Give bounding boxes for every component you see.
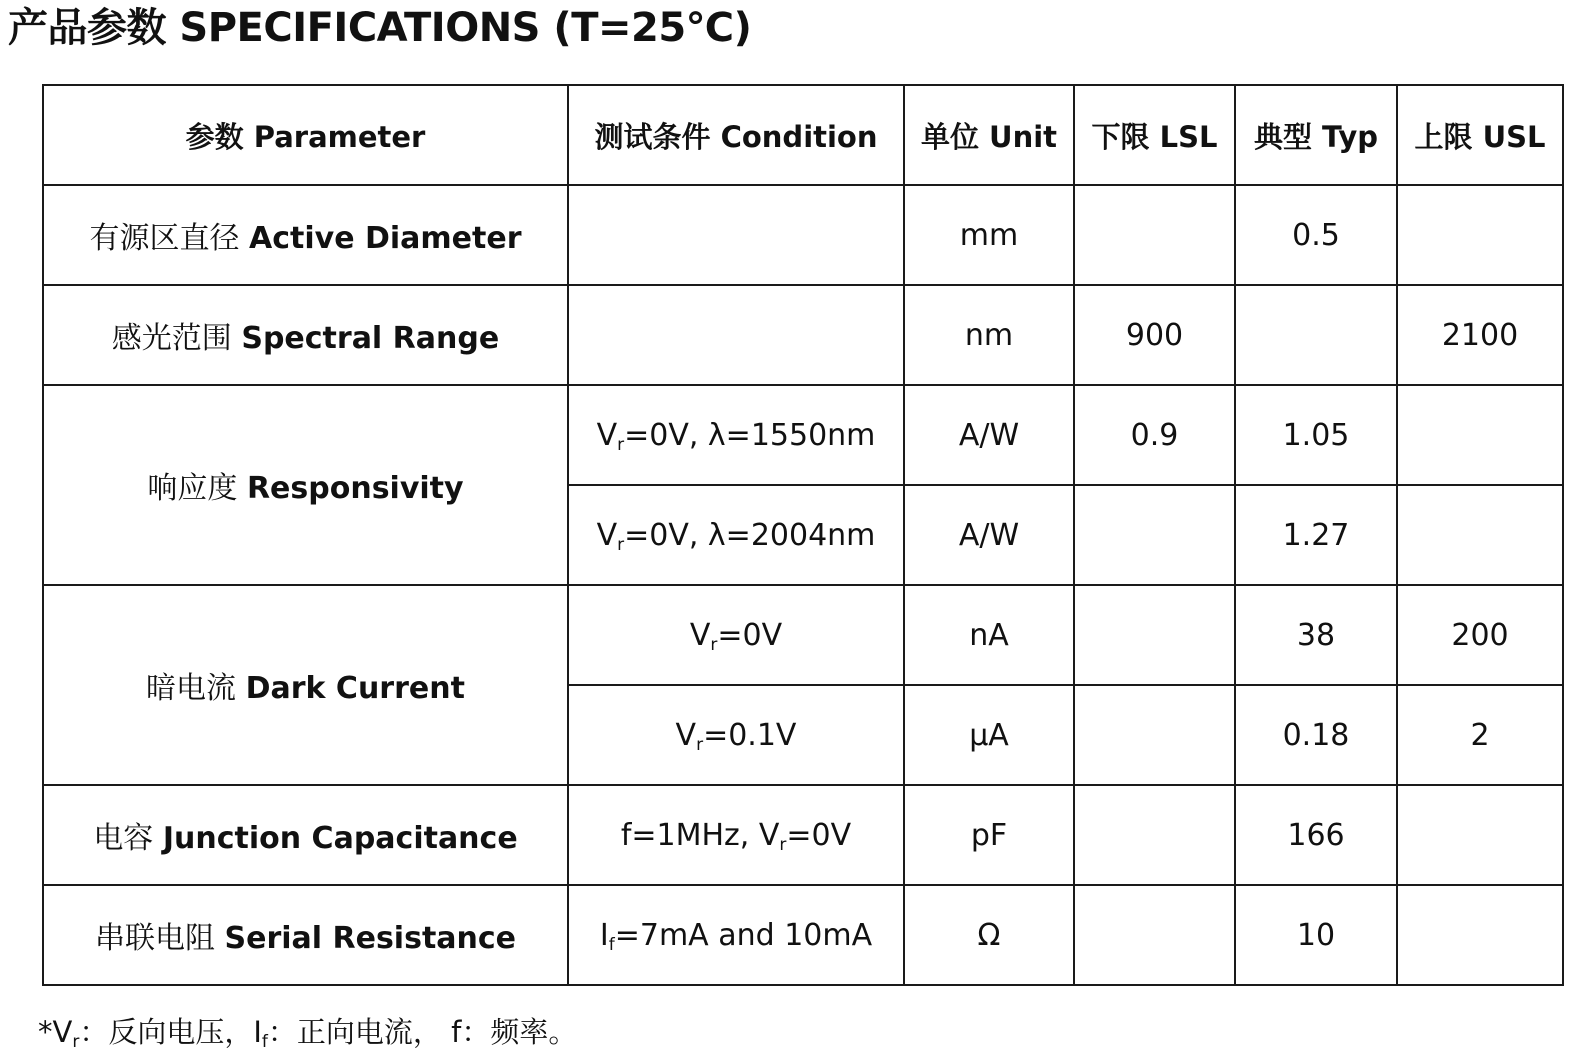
param-cn: 暗电流: [146, 671, 237, 706]
typ-cell: [1235, 285, 1397, 385]
table-row: [43, 885, 1563, 985]
typ-cell: 166: [1235, 785, 1397, 885]
typ-cell: 10: [1235, 885, 1397, 985]
unit-cell: nA: [904, 585, 1074, 685]
lsl-cell: [1074, 585, 1235, 685]
param-en: Spectral Range: [241, 321, 500, 356]
typ-cell: 0.18: [1235, 685, 1397, 785]
param-cn: 串联电阻: [94, 921, 215, 956]
param-en: Dark Current: [245, 671, 465, 706]
header-parameter: 参数 Parameter: [43, 85, 568, 185]
param-cn: 电容: [93, 821, 154, 856]
header-unit: 单位 Unit: [904, 85, 1074, 185]
condition-cell: $V_r=0V$, λ=1550nm: [568, 385, 904, 485]
condition-cell: $V_r=0V$: [568, 585, 904, 685]
param-cn: 感光范围: [111, 321, 232, 356]
unit-cell: mm: [904, 185, 1074, 285]
table-row: [43, 585, 1563, 685]
header-lsl: 下限 LSL: [1074, 85, 1235, 185]
table-row: [43, 285, 1563, 385]
table-row: [43, 385, 1563, 485]
param-cn: 响应度: [147, 471, 238, 506]
lsl-cell: [1074, 885, 1235, 985]
unit-cell: pF: [904, 785, 1074, 885]
usl-cell: [1397, 185, 1563, 285]
lsl-cell: 900: [1074, 285, 1235, 385]
param-cell: [43, 785, 568, 885]
unit-cell: Ω: [904, 885, 1074, 985]
usl-cell: [1397, 385, 1563, 485]
unit-cell: A/W: [904, 485, 1074, 585]
param-en: Active Diameter: [249, 221, 522, 256]
unit-cell: µA: [904, 685, 1074, 785]
header-condition: 测试条件 Condition: [568, 85, 904, 185]
header-typ: 典型 Typ: [1235, 85, 1397, 185]
footnote: $*V_r$：反向电压，$I_f$：正向电流， f：频率。: [38, 1015, 578, 1052]
usl-cell: 2: [1397, 685, 1563, 785]
condition-cell: [568, 285, 904, 385]
param-cn: 有源区直径: [89, 221, 240, 256]
condition-cell: [568, 185, 904, 285]
header-row: [43, 85, 1563, 185]
typ-cell: 0.5: [1235, 185, 1397, 285]
table-row: [43, 185, 1563, 285]
lsl-cell: [1074, 685, 1235, 785]
param-en: Serial Resistance: [224, 921, 517, 956]
typ-cell: 38: [1235, 585, 1397, 685]
param-en: Responsivity: [246, 471, 464, 506]
param-cell: [43, 285, 568, 385]
condition-cell: f=1MHz, $V_r=0V$: [568, 785, 904, 885]
condition-cell: $V_r=0V$, λ=2004nm: [568, 485, 904, 585]
typ-cell: 1.27: [1235, 485, 1397, 585]
lsl-cell: [1074, 185, 1235, 285]
unit-cell: A/W: [904, 385, 1074, 485]
usl-cell: 2100: [1397, 285, 1563, 385]
header-usl: 上限 USL: [1397, 85, 1563, 185]
lsl-cell: [1074, 485, 1235, 585]
condition-cell: $V_r=0.1V$: [568, 685, 904, 785]
usl-cell: 200: [1397, 585, 1563, 685]
lsl-cell: 0.9: [1074, 385, 1235, 485]
param-cell: [43, 185, 568, 285]
lsl-cell: [1074, 785, 1235, 885]
specifications-table: [42, 84, 1564, 986]
condition-cell: $I_f=7mA$ and 10mA: [568, 885, 904, 985]
param-cell: [43, 885, 568, 985]
param-cell: [43, 385, 568, 585]
page-title: 产品参数 SPECIFICATIONS (T=25℃): [8, 5, 752, 51]
unit-cell: nm: [904, 285, 1074, 385]
usl-cell: [1397, 485, 1563, 585]
usl-cell: [1397, 885, 1563, 985]
param-en: Junction Capacitance: [162, 821, 518, 856]
param-cell: [43, 585, 568, 785]
table-row: [43, 785, 1563, 885]
usl-cell: [1397, 785, 1563, 885]
typ-cell: 1.05: [1235, 385, 1397, 485]
